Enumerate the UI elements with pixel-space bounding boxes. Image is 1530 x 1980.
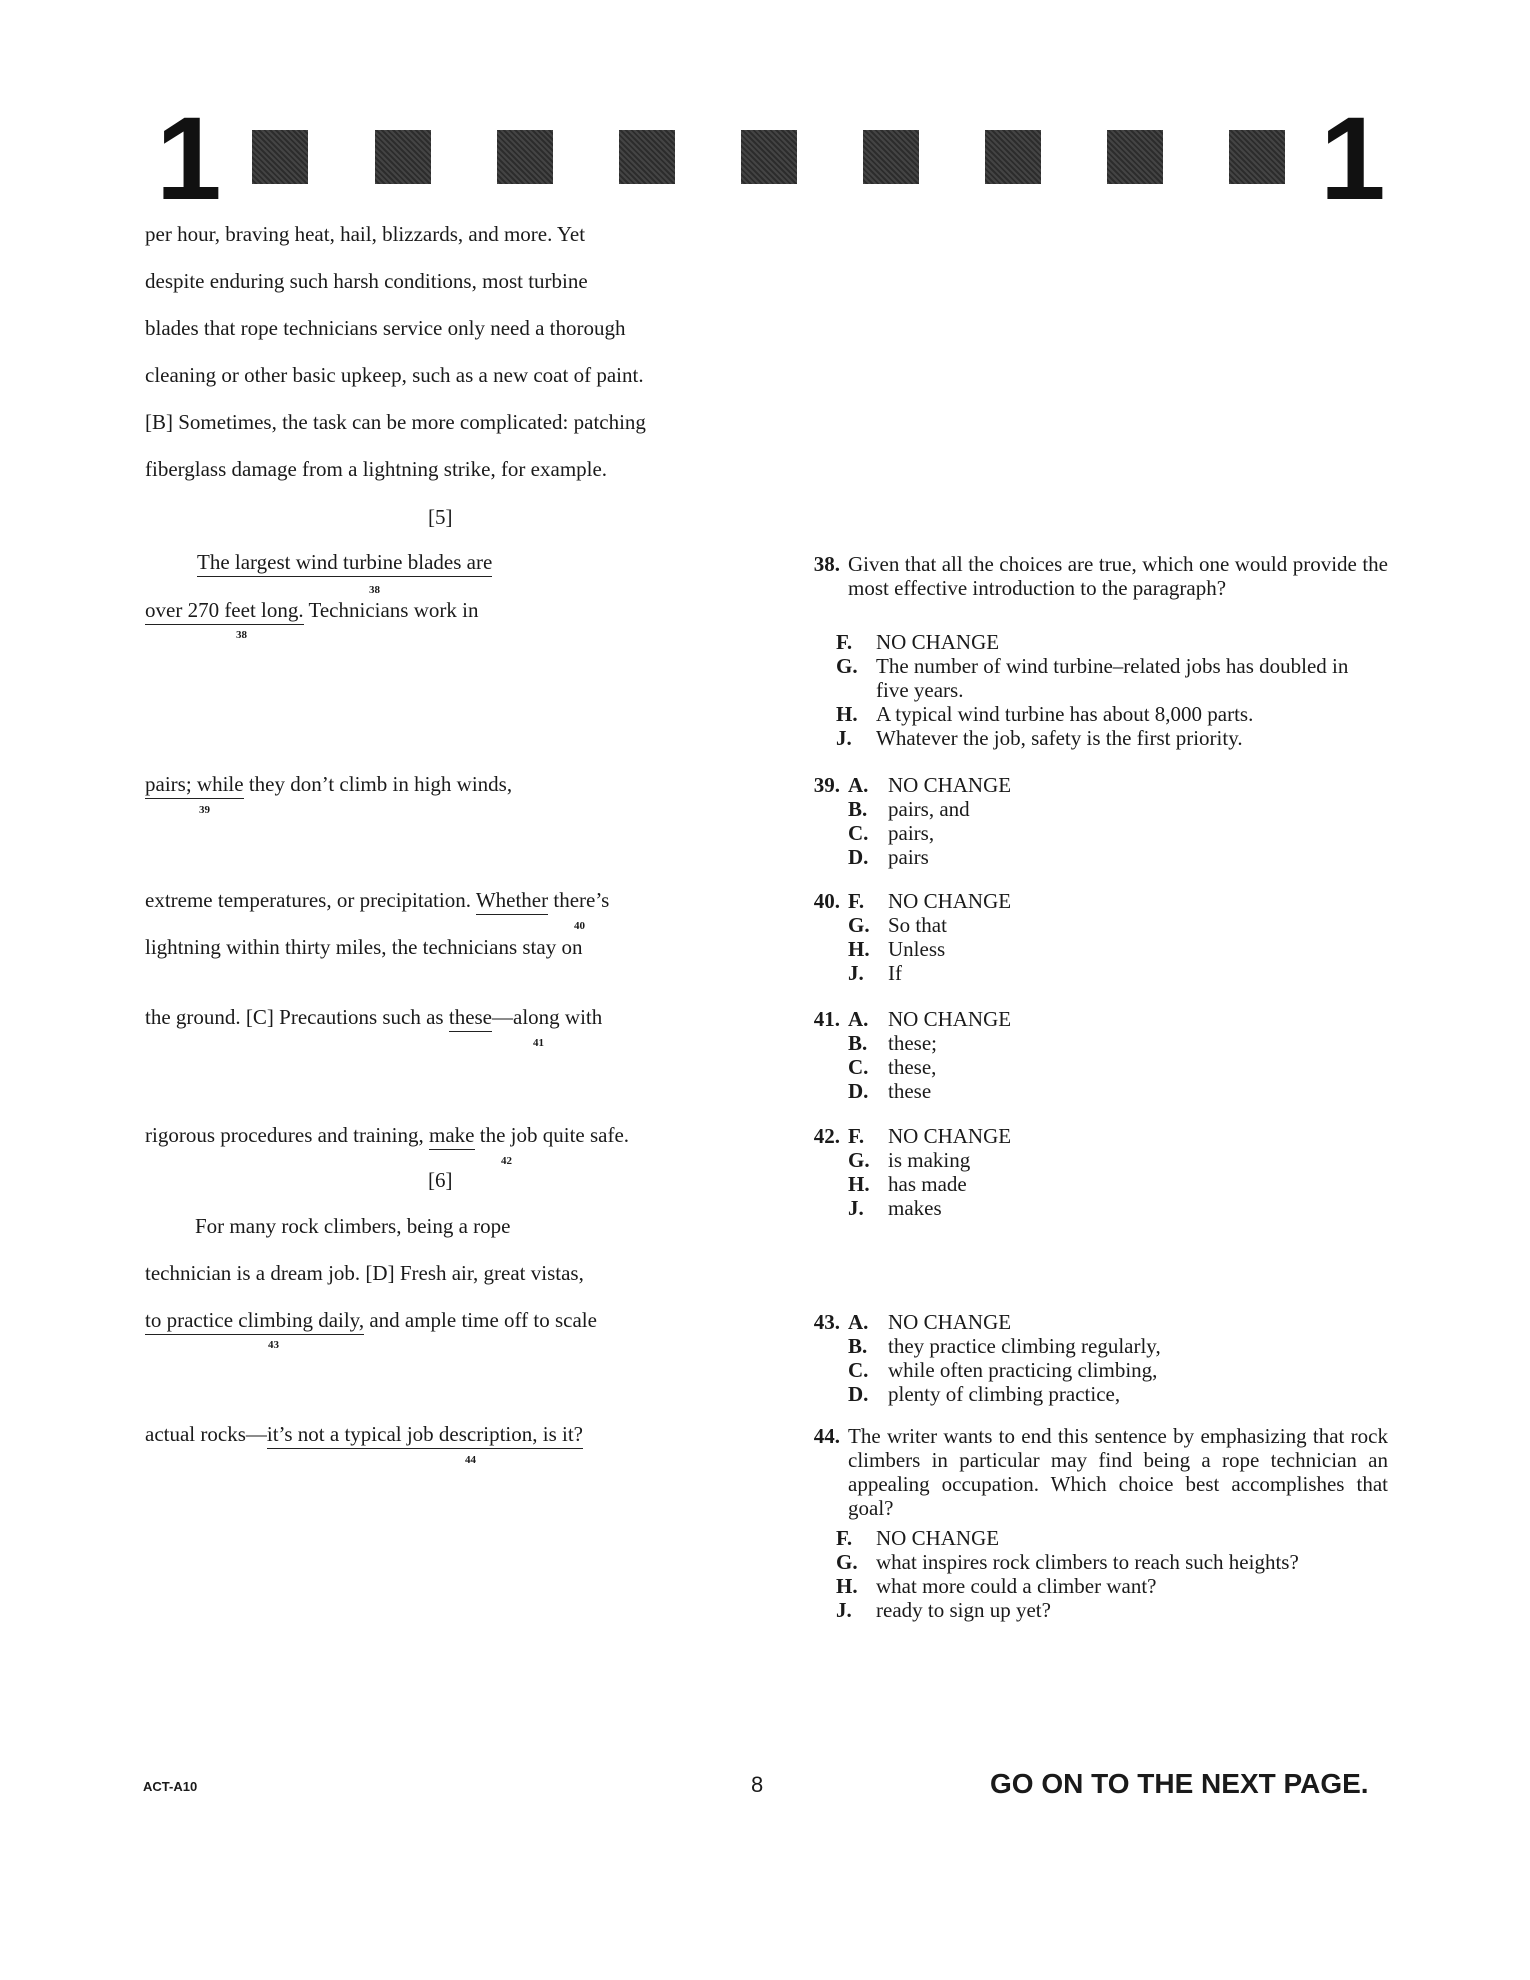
- answer-choice[interactable]: [836, 1526, 999, 1550]
- choice-text: plenty of climbing practice,: [888, 1382, 1121, 1406]
- question-number: 42.: [813, 1124, 840, 1148]
- header-square: [1107, 130, 1163, 184]
- passage-text: extreme temperatures, or precipitation.: [145, 888, 476, 912]
- answer-choice[interactable]: [848, 1031, 937, 1055]
- answer-choice[interactable]: [836, 630, 999, 654]
- choice-text: is making: [888, 1148, 971, 1172]
- passage-line: cleaning or other basic upkeep, such as a new coat of paint.: [145, 363, 644, 387]
- underlined-portion-38: The largest wind turbine blades are: [197, 550, 492, 577]
- passage-text: actual rocks—: [145, 1422, 267, 1446]
- underlined-portion-40: Whether: [476, 888, 548, 915]
- answer-choice[interactable]: [836, 702, 1253, 726]
- choice-text: NO CHANGE: [888, 1007, 1012, 1031]
- answer-choice[interactable]: [848, 889, 1011, 913]
- question-ref-40: 40: [574, 920, 585, 932]
- answer-choice[interactable]: [848, 937, 945, 961]
- choice-letter: H.: [848, 937, 870, 961]
- header-square: [741, 130, 797, 184]
- choice-letter: F.: [848, 1124, 865, 1148]
- question-stem: The writer wants to end this sentence by emphasizing that rock climbers in particular may find being a rope technician an appealing occupation. Which choice best accomplishes that goal?: [848, 1424, 1388, 1520]
- choice-text: what inspires rock climbers to reach such heights?: [876, 1550, 1299, 1574]
- header-square: [1229, 130, 1285, 184]
- choice-letter: G.: [848, 913, 870, 937]
- choice-letter: F.: [836, 630, 853, 654]
- question-number: 44.: [813, 1424, 840, 1448]
- choice-text: NO CHANGE: [888, 1310, 1012, 1334]
- choice-text: NO CHANGE: [876, 630, 1000, 654]
- question-number: 40.: [813, 889, 840, 913]
- choice-text: makes: [888, 1196, 942, 1220]
- choice-letter: J.: [848, 961, 864, 985]
- answer-choice[interactable]: [848, 1358, 1157, 1382]
- choice-letter: D.: [848, 1382, 869, 1406]
- passage-line: [145, 600, 478, 621]
- header-square: [252, 130, 308, 184]
- passage-line: [145, 774, 512, 795]
- choice-letter: G.: [848, 1148, 870, 1172]
- choice-text: NO CHANGE: [888, 773, 1012, 797]
- answer-choice[interactable]: [848, 1382, 1120, 1406]
- question-number: 41.: [813, 1007, 840, 1031]
- passage-text: rigorous procedures and training,: [145, 1123, 430, 1147]
- answer-choice[interactable]: [848, 1007, 1011, 1031]
- answer-choice[interactable]: [836, 726, 1243, 750]
- header-square: [375, 130, 431, 184]
- question-ref-42: 42: [501, 1155, 512, 1167]
- question-stem: Given that all the choices are true, which one would provide the most effective introduction to the paragraph?: [848, 552, 1388, 600]
- passage-text: they don’t climb in high winds,: [243, 772, 513, 796]
- answer-choice[interactable]: [836, 1574, 1156, 1598]
- choice-letter: C.: [848, 1055, 869, 1079]
- question-ref-38: 38: [369, 584, 380, 596]
- paragraph-number: [5]: [428, 505, 453, 529]
- choice-letter: H.: [848, 1172, 870, 1196]
- choice-text: they practice climbing regularly,: [888, 1334, 1161, 1358]
- choice-letter: J.: [848, 1196, 864, 1220]
- answer-choice[interactable]: [848, 1310, 1011, 1334]
- answer-choice[interactable]: [848, 1196, 942, 1220]
- passage-line: blades that rope technicians service only need a thorough: [145, 316, 626, 340]
- passage-text: the job quite safe.: [474, 1123, 630, 1147]
- underlined-portion-39: pairs; while: [145, 772, 244, 799]
- choice-text: these,: [888, 1055, 937, 1079]
- passage-line: [197, 552, 492, 573]
- choice-letter: D.: [848, 845, 869, 869]
- passage-line: [145, 1424, 583, 1445]
- answer-choice[interactable]: [836, 1598, 1051, 1622]
- choice-text: NO CHANGE: [876, 1526, 1000, 1550]
- header-square: [497, 130, 553, 184]
- question-ref-38: 38: [236, 629, 247, 641]
- answer-choice[interactable]: [848, 1148, 970, 1172]
- choice-letter: F.: [836, 1526, 853, 1550]
- section-number-left: 1: [156, 93, 222, 225]
- passage-line: lightning within thirty miles, the technicians stay on: [145, 935, 583, 959]
- choice-letter: J.: [836, 726, 852, 750]
- passage-line: [145, 1007, 602, 1028]
- passage-line: per hour, braving heat, hail, blizzards, and more. Yet: [145, 222, 586, 246]
- question-ref-43: 43: [268, 1339, 279, 1351]
- underlined-portion-43: to practice climbing daily,: [145, 1308, 364, 1335]
- answer-choice[interactable]: [848, 961, 902, 985]
- choice-text: these;: [888, 1031, 937, 1055]
- choice-text: while often practicing climbing,: [888, 1358, 1158, 1382]
- choice-letter: H.: [836, 1574, 858, 1598]
- choice-text: what more could a climber want?: [876, 1574, 1157, 1598]
- header-square: [863, 130, 919, 184]
- choice-text: The number of wind turbine–related jobs has doubled in five years.: [876, 654, 1349, 702]
- answer-choice[interactable]: [848, 797, 970, 821]
- question-ref-44: 44: [465, 1454, 476, 1466]
- answer-choice[interactable]: [836, 654, 1386, 702]
- underlined-portion-38: over 270 feet long.: [145, 598, 304, 625]
- choice-letter: B.: [848, 797, 868, 821]
- passage-line: [145, 1125, 629, 1146]
- underlined-portion-41: these: [449, 1005, 492, 1032]
- choice-letter: G.: [836, 654, 858, 678]
- choice-text: So that: [888, 913, 947, 937]
- choice-text: pairs,: [888, 821, 935, 845]
- choice-letter: G.: [836, 1550, 858, 1574]
- choice-text: pairs, and: [888, 797, 970, 821]
- answer-choice[interactable]: [848, 1055, 936, 1079]
- form-code: ACT-A10: [143, 1779, 198, 1794]
- answer-choice[interactable]: [848, 845, 929, 869]
- answer-choice[interactable]: [848, 913, 947, 937]
- choice-letter: C.: [848, 821, 869, 845]
- page-number: 8: [751, 1772, 764, 1797]
- choice-text: If: [888, 961, 902, 985]
- choice-letter: A.: [848, 1310, 869, 1334]
- section-number-right: 1: [1320, 93, 1386, 225]
- passage-text: Technicians work in: [303, 598, 479, 622]
- question-number: 39.: [813, 773, 840, 797]
- answer-choice[interactable]: [848, 773, 1011, 797]
- choice-letter: H.: [836, 702, 858, 726]
- underlined-portion-42: make: [429, 1123, 474, 1150]
- choice-text: NO CHANGE: [888, 1124, 1012, 1148]
- passage-line: technician is a dream job. [D] Fresh air, great vistas,: [145, 1261, 584, 1285]
- next-page-notice: GO ON TO THE NEXT PAGE.: [990, 1768, 1369, 1799]
- choice-text: A typical wind turbine has about 8,000 parts.: [876, 702, 1254, 726]
- choice-text: Unless: [888, 937, 946, 961]
- question-number: 43.: [813, 1310, 840, 1334]
- answer-choice[interactable]: [848, 1172, 967, 1196]
- header-square: [619, 130, 675, 184]
- choice-text: NO CHANGE: [888, 889, 1012, 913]
- paragraph-number: [6]: [428, 1168, 453, 1192]
- choice-letter: A.: [848, 1007, 869, 1031]
- passage-line: despite enduring such harsh conditions, most turbine: [145, 269, 588, 293]
- answer-choice[interactable]: [848, 1124, 1011, 1148]
- question-ref-39: 39: [199, 804, 210, 816]
- answer-choice[interactable]: [848, 1334, 1161, 1358]
- choice-letter: F.: [848, 889, 865, 913]
- passage-line: [145, 1310, 597, 1331]
- question-number: 38.: [813, 552, 840, 576]
- choice-letter: J.: [836, 1598, 852, 1622]
- question-ref-41: 41: [533, 1037, 544, 1049]
- answer-choice[interactable]: [848, 1079, 931, 1103]
- choice-text: ready to sign up yet?: [876, 1598, 1051, 1622]
- passage-line: fiberglass damage from a lightning strike, for example.: [145, 457, 608, 481]
- choice-text: pairs: [888, 845, 929, 869]
- choice-letter: B.: [848, 1031, 868, 1055]
- passage-text: and ample time off to scale: [364, 1308, 597, 1332]
- choice-letter: D.: [848, 1079, 869, 1103]
- passage-line: [B] Sometimes, the task can be more complicated: patching: [145, 410, 646, 434]
- choice-letter: B.: [848, 1334, 868, 1358]
- choice-letter: C.: [848, 1358, 869, 1382]
- header-square: [985, 130, 1041, 184]
- choice-text: Whatever the job, safety is the first priority.: [876, 726, 1243, 750]
- answer-choice[interactable]: [836, 1550, 1299, 1574]
- passage-text: the ground. [C] Precautions such as: [145, 1005, 449, 1029]
- passage-line: For many rock climbers, being a rope: [195, 1214, 511, 1238]
- passage-line: [145, 890, 609, 911]
- choice-letter: A.: [848, 773, 869, 797]
- passage-text: there’s: [548, 888, 610, 912]
- passage-text: —along with: [492, 1005, 603, 1029]
- choice-text: has made: [888, 1172, 967, 1196]
- underlined-portion-44: it’s not a typical job description, is it?: [267, 1422, 583, 1449]
- answer-choice[interactable]: [848, 821, 934, 845]
- choice-text: these: [888, 1079, 932, 1103]
